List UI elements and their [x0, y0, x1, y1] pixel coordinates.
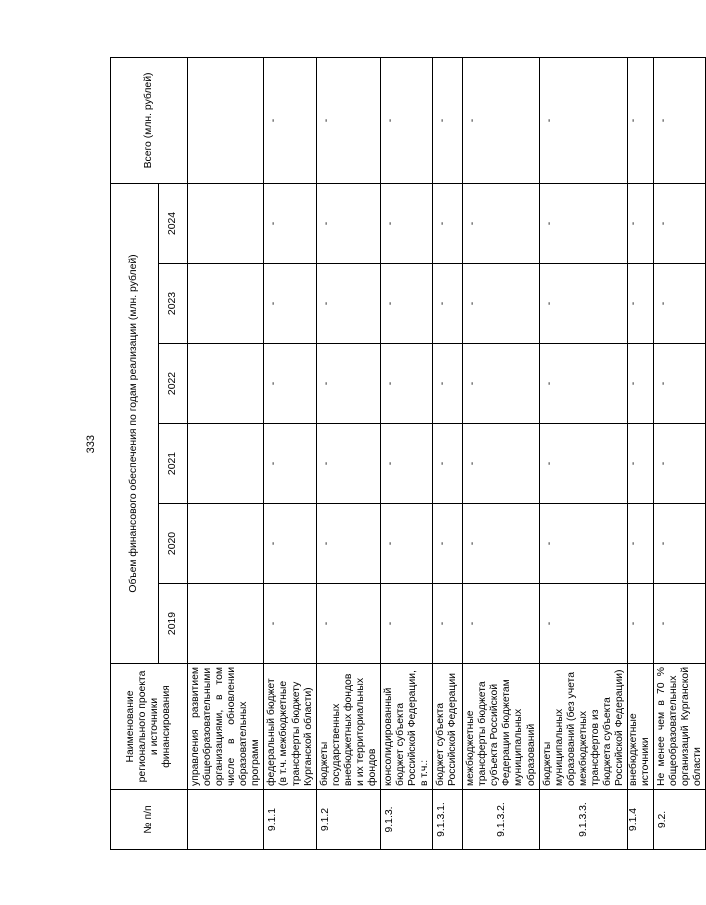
row-value-2022: -	[316, 344, 380, 424]
row-name: федеральный бюджет (в т.ч. межбюджетные трансферты бюджету Курганской области)	[264, 664, 316, 790]
row-number: 9.1.1	[264, 790, 316, 850]
row-value-2021: -	[264, 424, 316, 504]
row-value-2020: -	[539, 504, 627, 584]
row-value-2020	[188, 504, 264, 584]
row-value-2024: -	[433, 183, 463, 263]
row-number	[188, 790, 264, 850]
row-value-total: -	[264, 57, 316, 183]
row-name: бюджеты государственных внебюджетных фондов и их территориальных фондов	[316, 664, 380, 790]
row-value-total: -	[539, 57, 627, 183]
row-value-2019: -	[316, 584, 380, 664]
row-value-2022: -	[628, 344, 654, 424]
row-value-2019: -	[654, 584, 706, 664]
row-name: Не менее чем в 70 % общеобразовательных организаций Курганской области	[654, 664, 706, 790]
row-name: межбюджетные трансферты бюджета субъекта Российской Федерации бюджетам муниципальных образований	[463, 664, 539, 790]
row-value-total: -	[433, 57, 463, 183]
table-row	[380, 57, 432, 849]
row-number: 9.1.3.	[380, 790, 432, 850]
row-value-2023: -	[433, 264, 463, 344]
row-number: 9.2.	[654, 790, 706, 850]
row-value-2024: -	[628, 183, 654, 263]
row-value-2020: -	[654, 504, 706, 584]
row-name: бюджет субъекта Российской Федерации	[433, 664, 463, 790]
row-value-2022	[188, 344, 264, 424]
row-value-2022: -	[264, 344, 316, 424]
row-value-2024: -	[264, 183, 316, 263]
row-name: бюджеты муниципальных образований (без учета межбюджетных трансфертов из бюджета субъекта Российской Федерации)	[539, 664, 627, 790]
row-value-2022: -	[380, 344, 432, 424]
row-value-2023: -	[463, 264, 539, 344]
row-value-2024: -	[539, 183, 627, 263]
page-number: 333	[85, 435, 97, 454]
row-value-2021: -	[654, 424, 706, 504]
table-row	[628, 57, 654, 849]
row-value-2023: -	[628, 264, 654, 344]
header-volume-group: Объем финансового обеспечения по годам реализации (млн. рублей)	[111, 183, 159, 663]
table-container	[110, 58, 704, 850]
table-row	[188, 57, 264, 849]
row-value-total: -	[654, 57, 706, 183]
row-name: внебюджетные источники	[628, 664, 654, 790]
row-value-2021: -	[628, 424, 654, 504]
header-year-2022: 2022	[159, 344, 188, 424]
row-value-2024: -	[380, 183, 432, 263]
table-row	[654, 57, 706, 849]
header-name: Наименование регионального проекта и источники финансирования	[111, 664, 188, 790]
row-value-2019: -	[433, 584, 463, 664]
row-value-2019	[188, 584, 264, 664]
row-value-2022: -	[433, 344, 463, 424]
row-value-2021: -	[316, 424, 380, 504]
row-value-2021	[188, 424, 264, 504]
table-row	[316, 57, 380, 849]
row-value-2024: -	[316, 183, 380, 263]
row-value-2019: -	[539, 584, 627, 664]
header-year-2021: 2021	[159, 424, 188, 504]
header-number: № п/п	[111, 790, 188, 850]
header-year-2020: 2020	[159, 504, 188, 584]
row-value-2023: -	[539, 264, 627, 344]
rotated-table-sheet	[110, 58, 704, 850]
row-value-2023: -	[264, 264, 316, 344]
row-value-2021: -	[539, 424, 627, 504]
row-value-2022: -	[654, 344, 706, 424]
financing-table	[110, 57, 706, 850]
row-name: управления развитием общеобразовательными организациями, в том числе в обновлении образовательных программ	[188, 664, 264, 790]
table-row	[463, 57, 539, 849]
row-value-2021: -	[463, 424, 539, 504]
row-value-2019: -	[380, 584, 432, 664]
row-value-2020: -	[433, 504, 463, 584]
row-value-2023: -	[380, 264, 432, 344]
row-value-2023	[188, 264, 264, 344]
row-value-2024: -	[463, 183, 539, 263]
row-value-2022: -	[539, 344, 627, 424]
row-value-2022: -	[463, 344, 539, 424]
row-value-total: -	[628, 57, 654, 183]
row-value-2019: -	[463, 584, 539, 664]
row-number: 9.1.3.1.	[433, 790, 463, 850]
table-row	[433, 57, 463, 849]
header-year-2023: 2023	[159, 264, 188, 344]
row-number: 9.1.3.3.	[539, 790, 627, 850]
header-year-2019: 2019	[159, 584, 188, 664]
row-value-2024	[188, 183, 264, 263]
row-value-2020: -	[380, 504, 432, 584]
row-value-total: -	[380, 57, 432, 183]
row-value-total: -	[316, 57, 380, 183]
table-row	[264, 57, 316, 849]
row-value-2021: -	[380, 424, 432, 504]
row-value-total	[188, 57, 264, 183]
row-value-2020: -	[316, 504, 380, 584]
row-value-total: -	[463, 57, 539, 183]
row-number: 9.1.4	[628, 790, 654, 850]
table-row	[539, 57, 627, 849]
row-value-2020: -	[463, 504, 539, 584]
row-name: консолидированный бюджет субъекта Российской Федерации, в т.ч.:	[380, 664, 432, 790]
header-total: Всего (млн. рублей)	[111, 57, 188, 183]
row-value-2023: -	[654, 264, 706, 344]
row-value-2020: -	[264, 504, 316, 584]
row-value-2019: -	[628, 584, 654, 664]
row-value-2020: -	[628, 504, 654, 584]
row-value-2021: -	[433, 424, 463, 504]
row-value-2023: -	[316, 264, 380, 344]
row-number: 9.1.2	[316, 790, 380, 850]
row-value-2019: -	[264, 584, 316, 664]
row-value-2024: -	[654, 183, 706, 263]
row-number: 9.1.3.2.	[463, 790, 539, 850]
header-year-2024: 2024	[159, 183, 188, 263]
